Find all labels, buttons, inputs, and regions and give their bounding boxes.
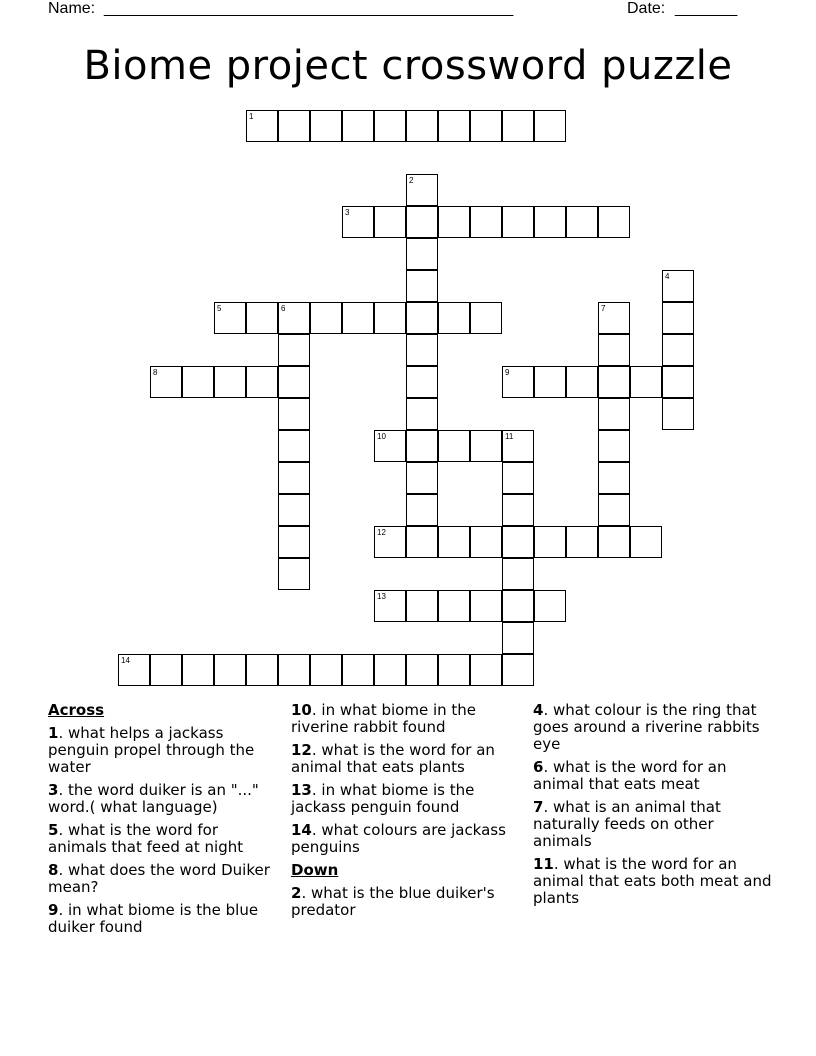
grid-cell[interactable] xyxy=(246,654,278,686)
date-blank-line: _______ xyxy=(675,0,738,17)
clue-text: . what is the blue duiker's predator xyxy=(291,884,495,919)
cell-number: 2 xyxy=(409,176,414,185)
grid-cell[interactable] xyxy=(310,110,342,142)
clue-number: 12 xyxy=(291,741,312,759)
grid-cell[interactable] xyxy=(406,334,438,366)
cell-number: 5 xyxy=(217,304,222,313)
grid-cell[interactable] xyxy=(662,334,694,366)
grid-cell[interactable] xyxy=(598,494,630,526)
grid-cell[interactable] xyxy=(278,526,310,558)
grid-cell[interactable] xyxy=(406,430,438,462)
clue-item xyxy=(533,759,773,793)
grid-cell[interactable] xyxy=(534,590,566,622)
grid-cell[interactable] xyxy=(566,526,598,558)
grid-cell[interactable] xyxy=(566,206,598,238)
grid-cell[interactable] xyxy=(406,206,438,238)
grid-cell[interactable] xyxy=(278,494,310,526)
date-label: Date: xyxy=(627,0,666,17)
grid-cell[interactable] xyxy=(438,590,470,622)
clue-number: 1 xyxy=(48,724,59,742)
clue-item xyxy=(291,702,519,736)
grid-cell[interactable] xyxy=(406,270,438,302)
grid-cell[interactable] xyxy=(630,526,662,558)
grid-cell[interactable] xyxy=(502,206,534,238)
grid-cell[interactable] xyxy=(470,526,502,558)
grid-cell[interactable] xyxy=(438,302,470,334)
grid-cell[interactable] xyxy=(534,206,566,238)
grid-cell[interactable] xyxy=(214,654,246,686)
clue-text: . what is an animal that naturally feeds on other animals xyxy=(533,798,721,850)
grid-cell[interactable] xyxy=(406,238,438,270)
clue-number: 13 xyxy=(291,781,312,799)
clue-number: 5 xyxy=(48,821,59,839)
grid-cell[interactable] xyxy=(406,462,438,494)
grid-cell[interactable] xyxy=(278,558,310,590)
grid-cell[interactable] xyxy=(342,654,374,686)
cell-number: 8 xyxy=(153,368,158,377)
grid-cell[interactable] xyxy=(406,302,438,334)
grid-cell[interactable] xyxy=(470,206,502,238)
grid-cell[interactable] xyxy=(662,302,694,334)
grid-cell[interactable] xyxy=(278,110,310,142)
across-heading: Across xyxy=(48,701,105,719)
grid-cell[interactable] xyxy=(374,654,406,686)
grid-cell[interactable] xyxy=(502,494,534,526)
grid-cell[interactable] xyxy=(310,302,342,334)
grid-cell[interactable] xyxy=(406,494,438,526)
clue-text: . in what biome is the blue duiker found xyxy=(48,901,259,936)
clue-item xyxy=(291,742,519,776)
clue-item xyxy=(533,856,773,907)
grid-cell[interactable] xyxy=(438,526,470,558)
grid-cell[interactable] xyxy=(278,334,310,366)
grid-cell[interactable] xyxy=(438,206,470,238)
grid-cell[interactable] xyxy=(278,398,310,430)
grid-cell[interactable] xyxy=(150,654,182,686)
grid-cell[interactable] xyxy=(534,110,566,142)
cell-number: 10 xyxy=(377,432,386,441)
grid-cell[interactable] xyxy=(598,334,630,366)
clue-item xyxy=(48,902,276,936)
clue-number: 9 xyxy=(48,901,59,919)
grid-cell[interactable] xyxy=(502,110,534,142)
clue-item xyxy=(533,799,773,850)
clue-number: 11 xyxy=(533,855,554,873)
clue-item xyxy=(48,862,276,896)
grid-cell[interactable] xyxy=(438,654,470,686)
grid-cell[interactable] xyxy=(502,526,534,558)
grid-cell[interactable] xyxy=(214,302,246,334)
grid-cell[interactable] xyxy=(662,366,694,398)
grid-cell[interactable] xyxy=(534,366,566,398)
clue-text: . what is the word for an animal that eats both meat and plants xyxy=(533,855,772,907)
clue-item xyxy=(533,702,773,753)
grid-cell[interactable] xyxy=(278,430,310,462)
clue-text: . what colours are jackass penguins xyxy=(291,821,506,856)
grid-cell[interactable] xyxy=(502,462,534,494)
grid-cell[interactable] xyxy=(118,654,150,686)
grid-cell[interactable] xyxy=(406,366,438,398)
grid-cell[interactable] xyxy=(502,622,534,654)
grid-cell[interactable] xyxy=(470,302,502,334)
grid-cell[interactable] xyxy=(438,110,470,142)
grid-cell[interactable] xyxy=(342,206,374,238)
grid-cell[interactable] xyxy=(598,526,630,558)
grid-cell[interactable] xyxy=(374,206,406,238)
grid-cell[interactable] xyxy=(278,302,310,334)
grid-cell[interactable] xyxy=(182,366,214,398)
grid-cell[interactable] xyxy=(150,366,182,398)
grid-cell[interactable] xyxy=(598,398,630,430)
grid-cell[interactable] xyxy=(598,366,630,398)
grid-cell[interactable] xyxy=(406,398,438,430)
grid-cell[interactable] xyxy=(438,430,470,462)
down-heading: Down xyxy=(291,861,339,879)
cell-number: 6 xyxy=(281,304,286,313)
grid-cell[interactable] xyxy=(374,430,406,462)
cell-number: 11 xyxy=(505,432,514,441)
grid-cell[interactable] xyxy=(246,302,278,334)
grid-cell[interactable] xyxy=(662,398,694,430)
grid-cell[interactable] xyxy=(406,526,438,558)
clue-number: 7 xyxy=(533,798,544,816)
grid-cell[interactable] xyxy=(502,558,534,590)
grid-cell[interactable] xyxy=(246,366,278,398)
grid-cell[interactable] xyxy=(470,430,502,462)
clue-item xyxy=(48,782,276,816)
grid-cell[interactable] xyxy=(278,462,310,494)
clue-text: . what colour is the ring that goes around a riverine rabbits eye xyxy=(533,701,760,753)
clue-item xyxy=(48,822,276,856)
clue-text: . in what biome in the riverine rabbit found xyxy=(291,701,477,736)
clue-text: . what is the word for an animal that eats meat xyxy=(533,758,727,793)
grid-cell[interactable] xyxy=(310,654,342,686)
clues-column-2 xyxy=(291,702,519,925)
clue-text: . in what biome is the jackass penguin found xyxy=(291,781,475,816)
cell-number: 9 xyxy=(505,368,510,377)
grid-cell[interactable] xyxy=(502,366,534,398)
clue-number: 4 xyxy=(533,701,544,719)
grid-cell[interactable] xyxy=(406,654,438,686)
grid-cell[interactable] xyxy=(374,110,406,142)
grid-cell[interactable] xyxy=(502,590,534,622)
grid-cell[interactable] xyxy=(470,590,502,622)
grid-cell[interactable] xyxy=(598,206,630,238)
grid-cell[interactable] xyxy=(598,302,630,334)
grid-cell[interactable] xyxy=(342,110,374,142)
clue-number: 2 xyxy=(291,884,302,902)
grid-cell[interactable] xyxy=(374,526,406,558)
grid-cell[interactable] xyxy=(278,654,310,686)
grid-cell[interactable] xyxy=(342,302,374,334)
clue-item xyxy=(291,782,519,816)
cell-number: 12 xyxy=(377,528,386,537)
grid-cell[interactable] xyxy=(598,462,630,494)
clue-item xyxy=(291,822,519,856)
clue-number: 3 xyxy=(48,781,59,799)
grid-cell[interactable] xyxy=(470,110,502,142)
clues-column-1 xyxy=(48,702,276,942)
clue-item xyxy=(48,725,276,776)
grid-cell[interactable] xyxy=(630,366,662,398)
cell-number: 3 xyxy=(345,208,350,217)
cell-number: 14 xyxy=(121,656,130,665)
clue-number: 10 xyxy=(291,701,312,719)
grid-cell[interactable] xyxy=(662,270,694,302)
clue-text: . what helps a jackass penguin propel through the water xyxy=(48,724,255,776)
grid-cell[interactable] xyxy=(406,590,438,622)
cell-number: 4 xyxy=(665,272,670,281)
grid-cell[interactable] xyxy=(406,110,438,142)
clue-text: . the word duiker is an "..." word.( what language) xyxy=(48,781,259,816)
clue-number: 6 xyxy=(533,758,544,776)
grid-cell[interactable] xyxy=(566,366,598,398)
grid-cell[interactable] xyxy=(470,654,502,686)
grid-cell[interactable] xyxy=(406,174,438,206)
grid-cell[interactable] xyxy=(502,430,534,462)
clue-item xyxy=(291,885,519,919)
grid-cell[interactable] xyxy=(534,526,566,558)
cell-number: 1 xyxy=(249,112,254,121)
puzzle-title: Biome project crossword puzzle xyxy=(83,43,733,89)
name-label: Name: xyxy=(48,0,96,17)
clue-number: 14 xyxy=(291,821,312,839)
grid-cell[interactable] xyxy=(502,654,534,686)
grid-cell[interactable] xyxy=(182,654,214,686)
grid-cell[interactable] xyxy=(374,302,406,334)
grid-cell[interactable] xyxy=(598,430,630,462)
grid-cell[interactable] xyxy=(374,590,406,622)
grid-cell[interactable] xyxy=(214,366,246,398)
clue-text: . what is the word for animals that feed at night xyxy=(48,821,244,856)
grid-cell[interactable] xyxy=(278,366,310,398)
cell-number: 7 xyxy=(601,304,606,313)
clue-text: . what is the word for an animal that eats plants xyxy=(291,741,495,776)
grid-cell[interactable] xyxy=(246,110,278,142)
clue-text: . what does the word Duiker mean? xyxy=(48,861,270,896)
name-blank-line: ______________________________________________ xyxy=(104,0,514,17)
clues-column-3 xyxy=(533,702,773,913)
clue-number: 8 xyxy=(48,861,59,879)
cell-number: 13 xyxy=(377,592,386,601)
